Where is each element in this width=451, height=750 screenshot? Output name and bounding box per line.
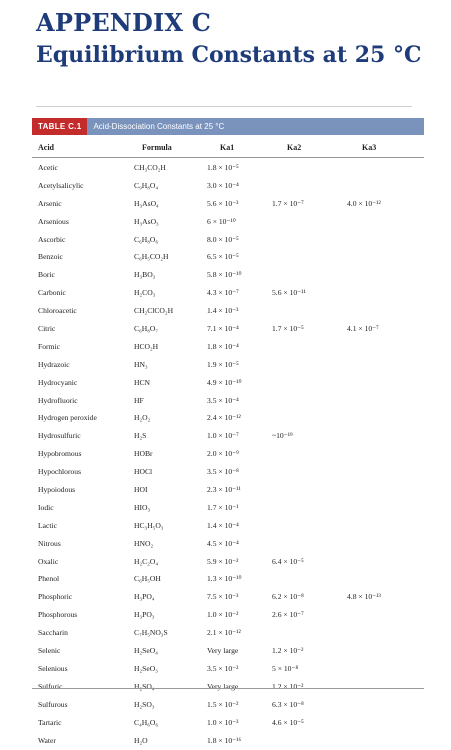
ka1-value: 1.4 × 10⁻³ [207,306,238,315]
acid-formula: H₂SeO₄ [134,646,158,655]
acid-name: Hypochlorous [38,467,81,476]
acid-name: Hypoiodous [38,485,75,494]
ka2-value: 5.6 × 10⁻¹¹ [272,288,306,297]
acid-formula: HOI [134,485,148,494]
table-row [32,589,424,607]
acid-formula: HCO₂H [134,342,158,351]
acid-name: Chloroacetic [38,306,77,315]
acid-formula: H₃PO₄ [134,592,155,601]
table-bottom-rule [32,688,424,689]
acid-formula: H₂CO₃ [134,288,155,297]
acid-formula: C₉H₈O₄ [134,181,158,190]
ka3-value: 4.0 × 10⁻¹² [347,199,381,208]
ka2-value: 1.7 × 10⁻⁷ [272,199,304,208]
ka3-value: 4.8 × 10⁻¹³ [347,592,381,601]
table-row [32,232,424,250]
ka1-value: 1.8 × 10⁻¹⁶ [207,736,241,745]
ka1-value: 8.0 × 10⁻⁵ [207,235,239,244]
ka1-value: 7.5 × 10⁻³ [207,592,238,601]
column-header-formula: Formula [142,143,172,152]
table-caption-band [32,118,424,135]
acid-formula: H₃BO₃ [134,270,155,279]
acid-name: Acetylsalicylic [38,181,84,190]
acid-formula: H₂SO₃ [134,700,155,709]
ka1-value: 6.5 × 10⁻⁵ [207,252,239,261]
ka1-value: 3.0 × 10⁻⁴ [207,181,239,190]
acid-formula: H₂O [134,736,148,745]
ka1-value: 1.8 × 10⁻⁴ [207,342,239,351]
acid-name: Acetic [38,163,58,172]
table-number-badge: TABLE C.1 [32,118,87,135]
acid-name: Citric [38,324,55,333]
acid-formula: H₂SO₄ [134,682,155,691]
acid-name: Hydrofluoric [38,396,78,405]
ka1-value: 1.3 × 10⁻¹⁰ [207,574,242,583]
ka1-value: 6 × 10⁻¹⁰ [207,217,236,226]
acid-name: Phosphoric [38,592,72,601]
table-row [32,267,424,285]
table-row [32,607,424,625]
table-row [32,625,424,643]
table-row [32,500,424,518]
table-row [32,393,424,411]
table-body [32,160,424,750]
acid-name: Hydrogen peroxide [38,413,97,422]
ka1-value: 5.8 × 10⁻¹⁰ [207,270,242,279]
acid-formula: HOBr [134,449,153,458]
ka1-value: 3.5 × 10⁻² [207,664,238,673]
ka1-value: 4.3 × 10⁻⁷ [207,288,239,297]
table-header-row [32,141,424,158]
ka2-value: 6.2 × 10⁻⁸ [272,592,304,601]
acid-name: Selenious [38,664,68,673]
acid-name: Phosphorous [38,610,77,619]
acid-name: Hypobromous [38,449,81,458]
acid-name: Lactic [38,521,57,530]
ka1-value: 2.4 × 10⁻¹² [207,413,241,422]
ka1-value: 1.7 × 10⁻¹ [207,503,238,512]
acid-name: Selenic [38,646,60,655]
page-heading [36,8,422,70]
acid-name: Boric [38,270,55,279]
ka1-value: 1.0 × 10⁻⁷ [207,431,239,440]
table-row [32,375,424,393]
table-row [32,160,424,178]
acid-formula: C₆H₅CO₂H [134,252,169,261]
appendix-title: APPENDIX C [36,8,422,38]
ka1-value: 7.1 × 10⁻⁴ [207,324,239,333]
column-header-ka2: Ka2 [287,143,301,152]
ka1-value: 2.0 × 10⁻⁹ [207,449,239,458]
acid-formula: HNO₂ [134,539,153,548]
table-row [32,339,424,357]
ka1-value: 5.6 × 10⁻³ [207,199,238,208]
table-row [32,303,424,321]
acid-name: Water [38,736,56,745]
acid-name: Sulfuric [38,682,62,691]
acid-name: Formic [38,342,60,351]
table-row [32,428,424,446]
acid-formula: C₄H₆O₆ [134,718,158,727]
acid-formula: H₂C₂O₄ [134,557,158,566]
acid-name: Oxalic [38,557,58,566]
table-row [32,571,424,589]
ka2-value: 6.3 × 10⁻⁸ [272,700,304,709]
table-row [32,536,424,554]
ka2-value: 6.4 × 10⁻⁵ [272,557,304,566]
acid-formula: HIO₃ [134,503,150,512]
ka1-value: 1.0 × 10⁻³ [207,718,238,727]
table-row [32,357,424,375]
ka2-value: ~10⁻¹⁹ [272,431,293,440]
acid-name: Carbonic [38,288,66,297]
acid-formula: H₂SeO₃ [134,664,158,673]
column-header-ka1: Ka1 [220,143,234,152]
ka2-value: 4.6 × 10⁻⁵ [272,718,304,727]
acid-formula: H₃PO₃ [134,610,155,619]
ka1-value: 1.9 × 10⁻⁵ [207,360,239,369]
acid-formula: CH₂ClCO₂H [134,306,173,315]
ka2-value: 5 × 10⁻⁸ [272,664,298,673]
ka2-value: 1.2 × 10⁻² [272,682,303,691]
table-row [32,661,424,679]
ka1-value: Very large [207,682,238,691]
acid-name: Hydrocyanic [38,378,77,387]
table-row [32,285,424,303]
column-header-acid: Acid [38,143,54,152]
table-row [32,321,424,339]
ka1-value: 1.5 × 10⁻² [207,700,238,709]
table-caption: Acid-Dissociation Constants at 25 °C [87,122,224,131]
ka1-value: 2.3 × 10⁻¹¹ [207,485,241,494]
acid-formula: H₃AsO₄ [134,199,159,208]
table-row [32,733,424,750]
acid-formula: H₂O₂ [134,413,150,422]
appendix-subtitle: Equilibrium Constants at 25 °C [36,40,422,70]
acid-formula: C₆H₅OH [134,574,161,583]
acid-formula: HN₃ [134,360,148,369]
table-row [32,643,424,661]
table-row [32,518,424,536]
acid-formula: H₃AsO₃ [134,217,159,226]
acid-formula: HOCl [134,467,152,476]
acid-formula: C₆H₈O₆ [134,235,158,244]
ka1-value: 3.5 × 10⁻⁸ [207,467,239,476]
table-row [32,697,424,715]
acid-name: Tartaric [38,718,62,727]
acid-name: Hydrazoic [38,360,70,369]
acid-name: Saccharin [38,628,68,637]
table-row [32,554,424,572]
heading-divider [36,106,412,107]
acid-formula: HC₃H₅O₃ [134,521,163,530]
acid-name: Arsenic [38,199,62,208]
ka1-value: 4.5 × 10⁻⁴ [207,539,239,548]
ka1-value: 1.8 × 10⁻⁵ [207,163,239,172]
ka2-value: 1.2 × 10⁻² [272,646,303,655]
acid-formula: HCN [134,378,150,387]
ka1-value: 4.9 × 10⁻¹⁰ [207,378,242,387]
acid-formula: C₆H₈O₇ [134,324,158,333]
acid-name: Hydrosulfuric [38,431,81,440]
acid-name: Iodic [38,503,54,512]
acid-formula: HF [134,396,144,405]
table-row [32,249,424,267]
acid-formula: H₂S [134,431,146,440]
acid-name: Sulfurous [38,700,68,709]
table-row [32,482,424,500]
ka2-value: 2.6 × 10⁻⁷ [272,610,304,619]
table-row [32,196,424,214]
acid-name: Arsenious [38,217,69,226]
table-row [32,178,424,196]
table-row [32,715,424,733]
ka1-value: 1.0 × 10⁻² [207,610,238,619]
ka2-value: 1.7 × 10⁻⁵ [272,324,304,333]
acid-name: Phenol [38,574,59,583]
column-header-ka3: Ka3 [362,143,376,152]
ka1-value: 3.5 × 10⁻⁴ [207,396,239,405]
ka1-value: 1.4 × 10⁻⁴ [207,521,239,530]
acid-name: Ascorbic [38,235,65,244]
ka1-value: 2.1 × 10⁻¹² [207,628,241,637]
table-row [32,464,424,482]
table-row [32,214,424,232]
acid-formula: C₇H₅NO₃S [134,628,168,637]
ka1-value: Very large [207,646,238,655]
table-row [32,446,424,464]
ka3-value: 4.1 × 10⁻⁷ [347,324,379,333]
table-row [32,410,424,428]
ka1-value: 5.9 × 10⁻² [207,557,238,566]
acid-formula: CH₃CO₂H [134,163,166,172]
acid-name: Benzoic [38,252,63,261]
acid-name: Nitrous [38,539,61,548]
